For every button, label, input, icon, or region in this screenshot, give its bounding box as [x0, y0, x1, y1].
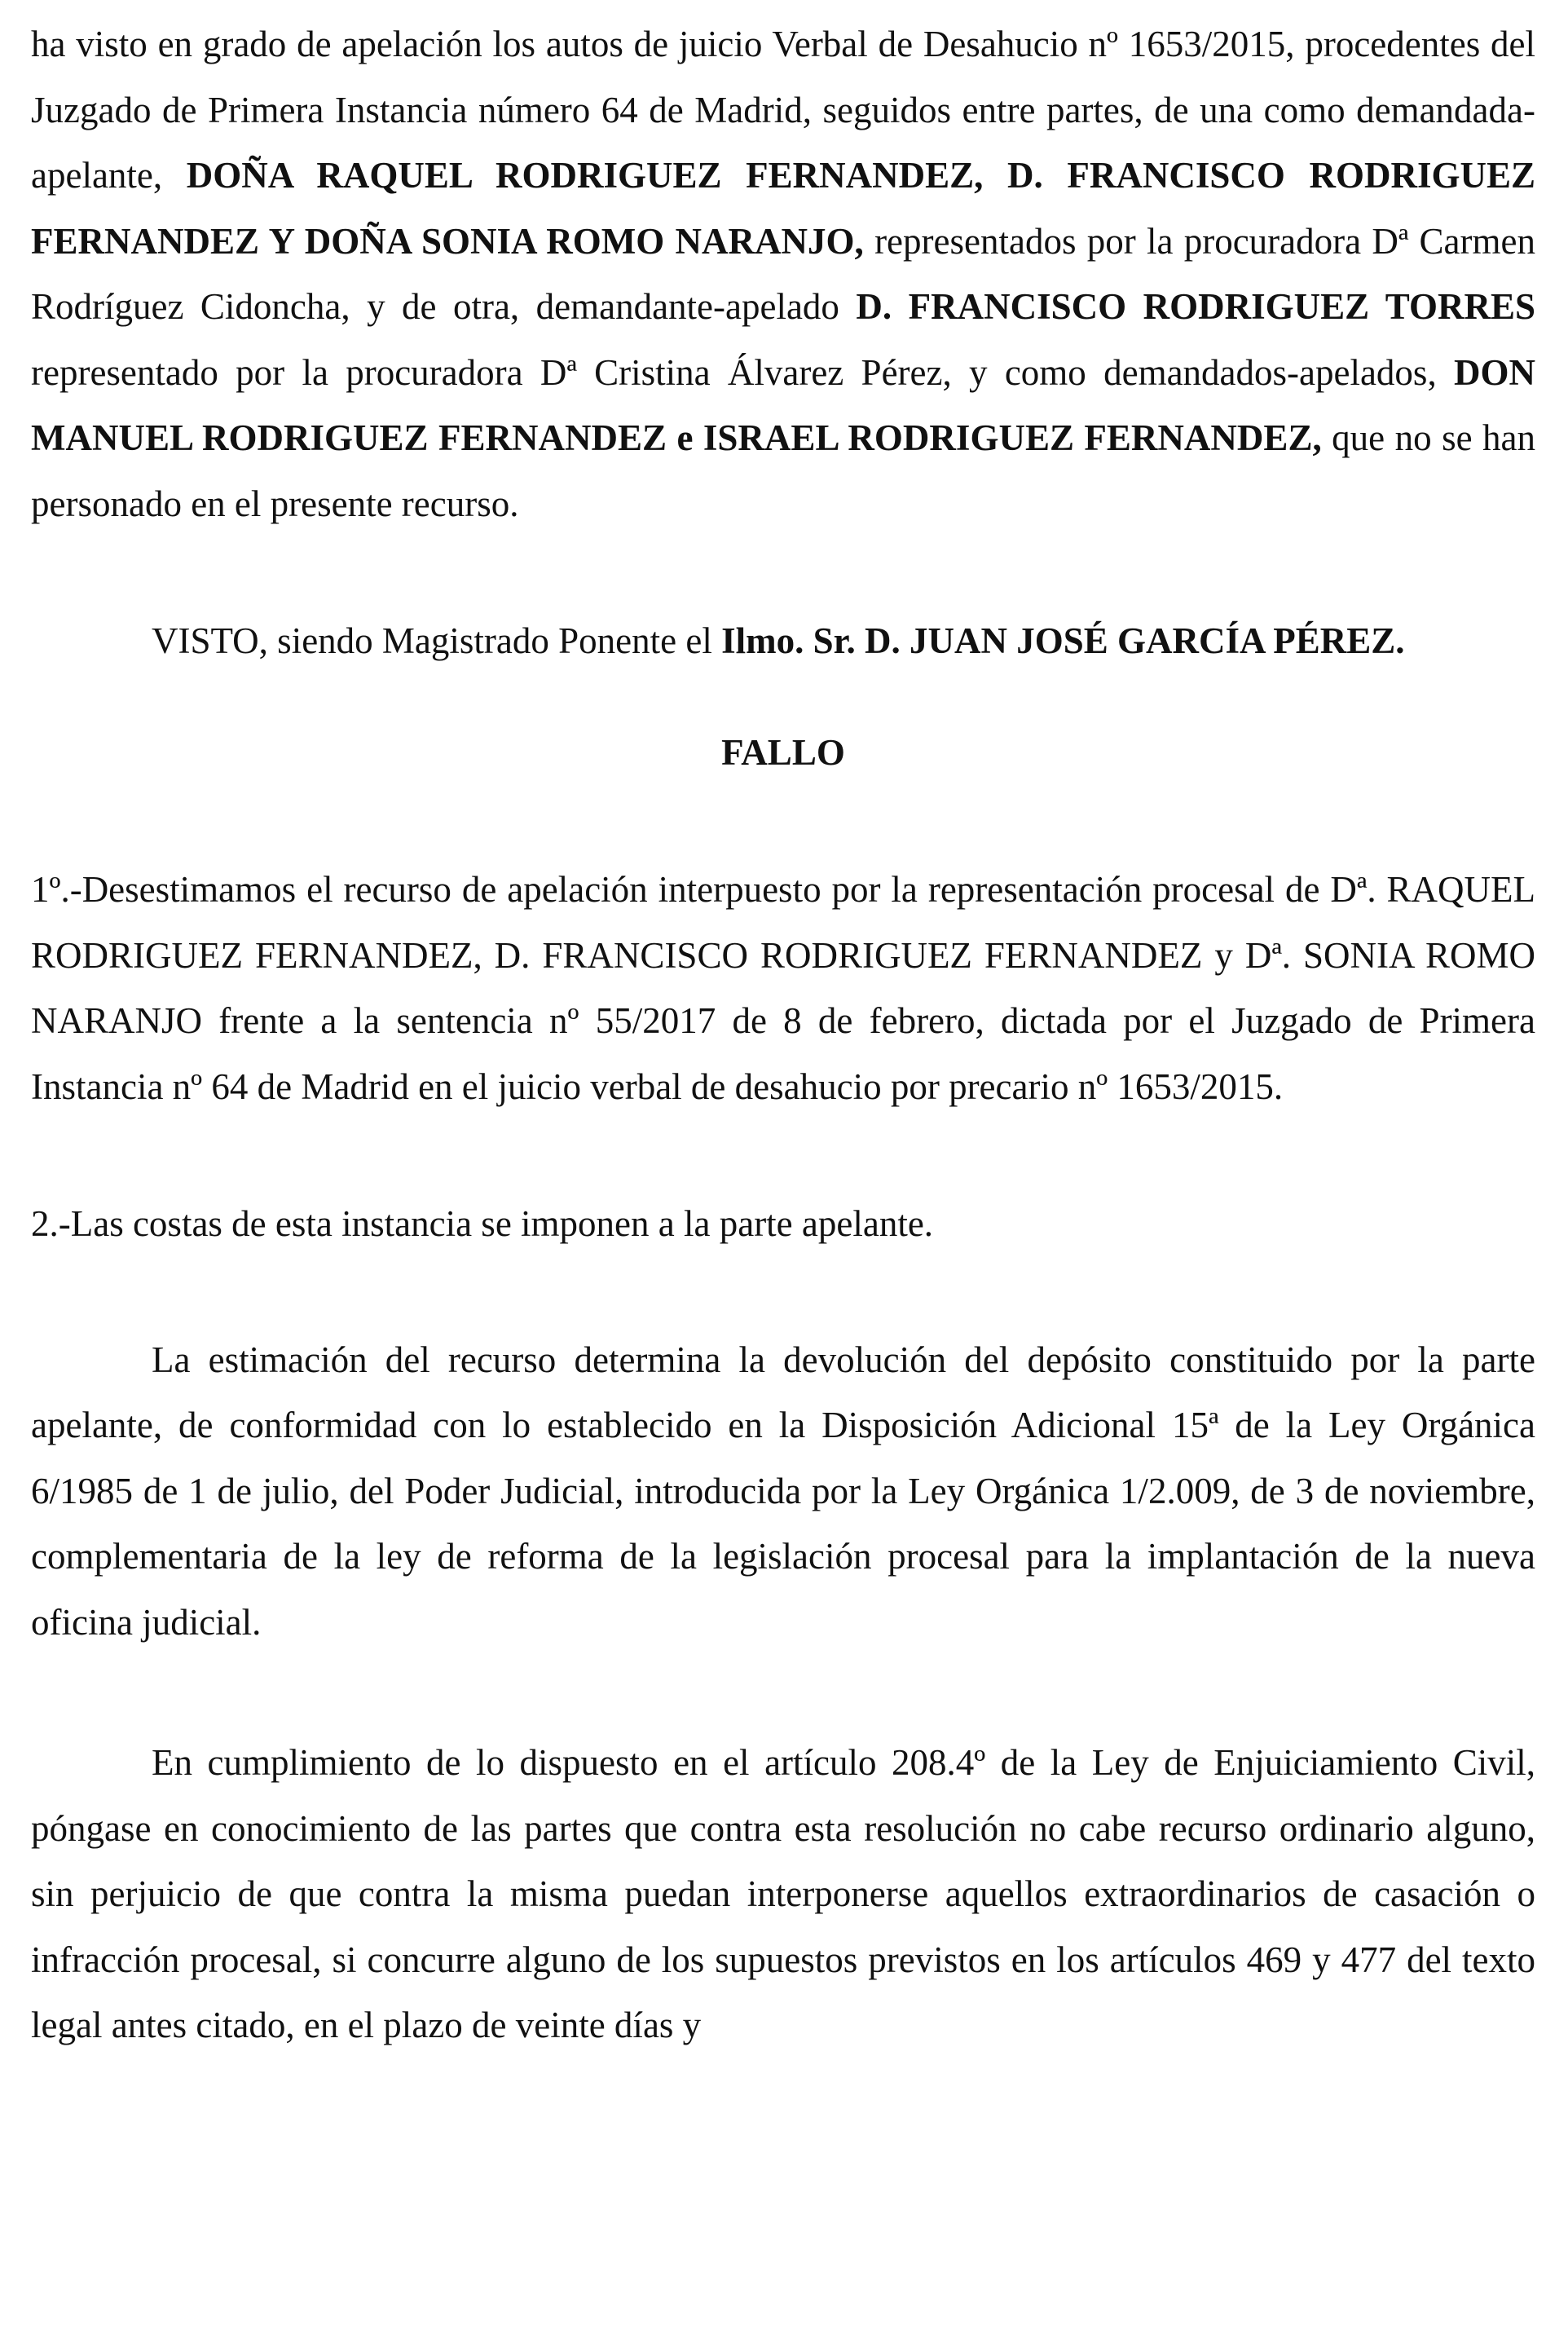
appellee-name: D. FRANCISCO RODRIGUEZ TORRES [856, 286, 1535, 327]
visto-text: VISTO, siendo Magistrado Ponente el [152, 620, 722, 661]
magistrate-name: Ilmo. Sr. D. JUAN JOSÉ GARCÍA PÉREZ. [721, 620, 1405, 661]
intro-text-2: representados por la procuradora Dª Carmen Rodríguez Cidoncha, y de otra, demandante-apelado [31, 220, 1535, 327]
ruling-item-2: 2.-Las costas de esta instancia se imponen a la parte apelante. [31, 1203, 934, 1244]
document-page [31, 11, 1535, 2058]
intro-paragraph [31, 11, 1535, 536]
intro-text-3: representado por la procuradora Dª Cristina Álvarez Pérez, y como demandados-apelados, [31, 351, 1454, 393]
defendants-names: DON MANUEL RODRIGUEZ FERNANDEZ e ISRAEL RODRIGUEZ FERNANDEZ, [31, 351, 1535, 458]
ruling-item-1: 1º.-Desestimamos el recurso de apelación interpuesto por la representación procesal de Dª. RAQUEL RODRIGUEZ FERNANDEZ, D. FRANCISCO RODRIGUEZ FERNANDEZ y Dª. SONIA ROMO NARANJO frente a la sentencia nº 55/2017 de 8 de febrero, dictada por el Juzgado de Primera Instancia nº 64 de Madrid en el juicio verbal de desahucio por precario nº 1653/2015. [31, 869, 1535, 1107]
appellants-names: DOÑA RAQUEL RODRIGUEZ FERNANDEZ, D. FRANCISCO RODRIGUEZ FERNANDEZ Y DOÑA SONIA ROMO NARANJO, [31, 155, 1535, 262]
visto-paragraph [31, 608, 1535, 674]
deposit-paragraph: La estimación del recurso determina la devolución del depósito constituido por la parte apelante, de conformidad con lo establecido en la Disposición Adicional 15ª de la Ley Orgánica 6/1985 de 1 de julio, del Poder Judicial, introducida por la Ley Orgánica 1/2.009, de 3 de noviembre, complementaria de la ley de reforma de la legislación procesal para la implantación de la nueva oficina judicial. [31, 1339, 1535, 1643]
appeal-notice-paragraph: En cumplimiento de lo dispuesto en el artículo 208.4º de la Ley de Enjuiciamiento Civil, póngase en conocimiento de las partes que contra esta resolución no cabe recurso ordinario alguno, sin perjuicio de que contra la misma puedan interponerse aquellos extraordinarios de casación o infracción procesal, si concurre alguno de los supuestos previstos en los artículos 469 y 477 del texto legal antes citado, en el plazo de veinte días y [31, 1742, 1535, 2045]
intro-text-4: que no se han personado en el presente recurso. [31, 417, 1535, 524]
fallo-heading: FALLO [721, 731, 845, 773]
intro-text-1: ha visto en grado de apelación los autos de juicio Verbal de Desahucio nº 1653/2015, procedentes del Juzgado de Primera Instancia número 64 de Madrid, seguidos entre partes, de una como demandada-apelante, [31, 24, 1535, 196]
